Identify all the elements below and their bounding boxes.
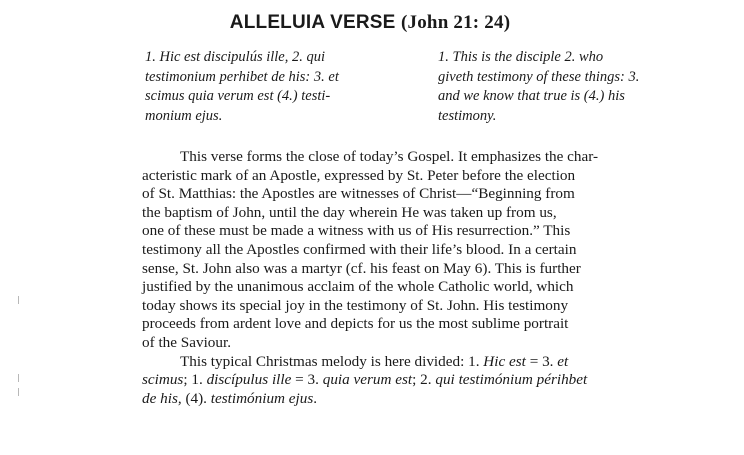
commentary-line: justified by the unanimous acclaim of the whole Catholic world, which	[142, 278, 574, 296]
english-line: 1. This is the disciple 2. who	[438, 49, 604, 65]
latin-phrase: discípulus ille	[206, 371, 292, 389]
commentary-line: This verse forms the close of today’s Gospel. It emphasizes the char-	[180, 148, 599, 165]
commentary-body	[142, 148, 722, 408]
text-run: ; 2.	[412, 371, 436, 389]
scripture-reference: (John 21: 24)	[401, 12, 511, 33]
commentary-line: one of these must be made a witness with us of His resurrection.” This	[142, 222, 571, 240]
commentary-line: proceeds from ardent love and depicts for us the most sublime portrait	[142, 315, 569, 333]
text-run: = 3.	[525, 352, 558, 370]
latin-line: scimus quia verum est (4.) testi-	[145, 88, 331, 104]
commentary-line: acteristic mark of an Apostle, expressed by St. Peter before the election	[142, 166, 576, 184]
commentary-line: testimony all the Apostles confirmed with their life’s blood. In a certain	[142, 240, 577, 258]
commentary-line	[142, 353, 722, 372]
scan-margin-mark	[18, 296, 19, 304]
english-line: testimony.	[438, 107, 497, 124]
commentary-paragraph-1	[142, 148, 722, 353]
scan-margin-mark	[18, 388, 19, 396]
text-run: , (4).	[177, 389, 211, 407]
latin-phrase: quia verum est	[322, 371, 413, 389]
latin-phrase: Hic est	[483, 352, 526, 370]
commentary-paragraph-2	[142, 353, 722, 409]
english-verse-column	[438, 48, 720, 126]
latin-verse-column	[145, 48, 425, 126]
english-line: and we know that true is (4.) his	[438, 88, 625, 104]
latin-phrase: scimus	[142, 371, 184, 389]
latin-line: testimonium perhibet de his: 3. et	[145, 68, 339, 85]
latin-phrase: qui testimónium périhbet	[435, 371, 588, 389]
commentary-line	[142, 371, 722, 390]
latin-line: monium ejus.	[145, 107, 223, 124]
commentary-line: of St. Matthias: the Apostles are witnesses of Christ—“Beginning from	[142, 185, 575, 203]
latin-phrase: de his	[142, 389, 178, 407]
title-text: ALLELUIA VERSE	[229, 12, 396, 33]
scan-margin-mark	[18, 374, 19, 382]
latin-phrase: et	[557, 352, 569, 370]
commentary-line: the baptism of John, until the day wherein He was taken up from us,	[142, 203, 557, 221]
commentary-line: today shows its special joy in the testimony of St. John. His testimony	[142, 296, 569, 314]
latin-phrase: testimónium ejus	[210, 389, 314, 407]
text-run: .	[313, 389, 318, 407]
text-run: ; 1.	[183, 371, 207, 389]
text-run: = 3.	[291, 371, 323, 389]
text-run: This typical Christmas melody is here divided: 1.	[180, 352, 484, 370]
page-title	[140, 12, 600, 34]
english-line: giveth testimony of these things: 3.	[438, 68, 640, 85]
commentary-line: sense, St. John also was a martyr (cf. his feast on May 6). This is further	[142, 259, 581, 277]
commentary-line: of the Saviour.	[142, 333, 232, 351]
latin-line: 1. Hic est discipulús ille, 2. qui	[145, 49, 326, 65]
commentary-line	[142, 390, 722, 409]
